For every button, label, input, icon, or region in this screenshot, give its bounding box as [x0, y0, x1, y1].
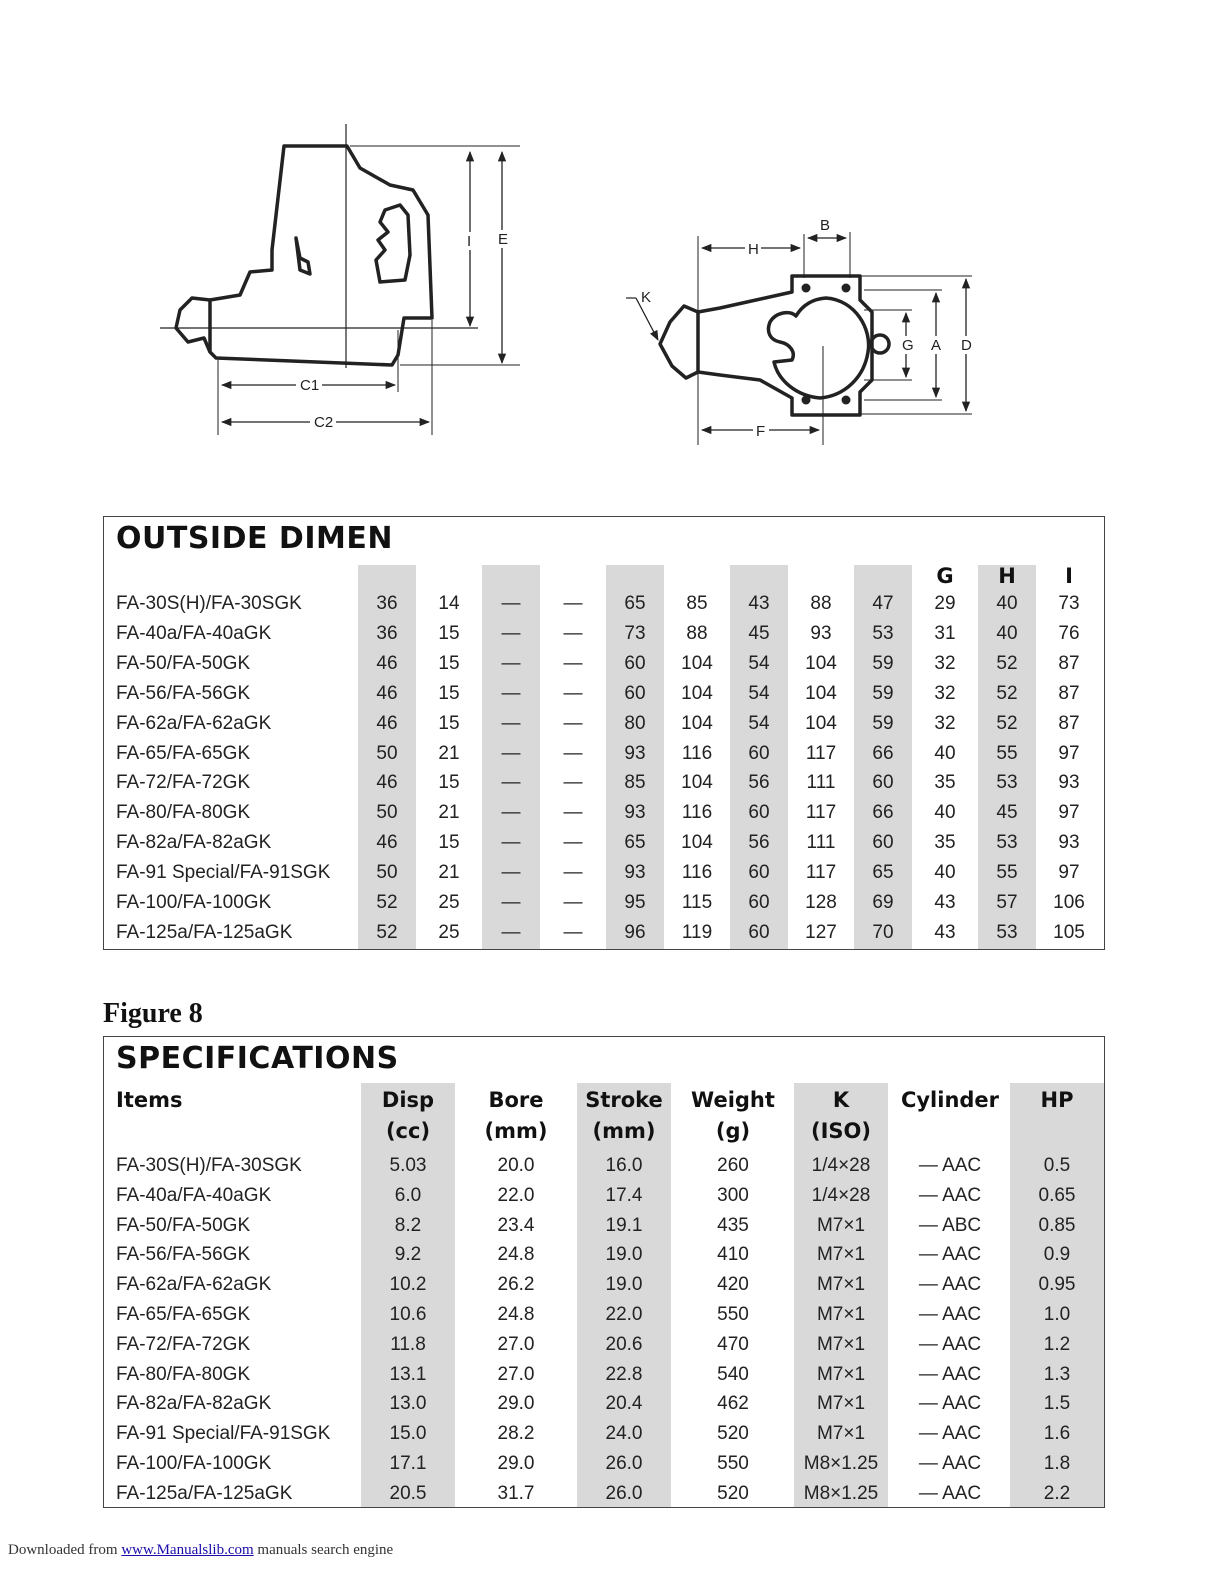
table-cell: 106	[1053, 892, 1085, 913]
table-cell: 21	[438, 802, 460, 824]
table-row-model: FA-125a/FA-125aGK	[116, 1482, 293, 1504]
table-cell: 128	[805, 892, 837, 913]
table-cell: 65	[872, 862, 894, 884]
table-cell: 105	[1053, 921, 1085, 943]
footer-suffix: manuals search engine	[257, 1542, 394, 1558]
table-cell: 25	[438, 892, 460, 913]
table-cell: 93	[624, 802, 646, 824]
table-cell: 1.3	[1043, 1363, 1071, 1385]
table-cell: 36	[376, 622, 398, 644]
table-cell: 22.0	[605, 1304, 643, 1325]
table-cell: 20.5	[389, 1482, 427, 1504]
table-cell: 54	[748, 712, 770, 734]
table-cell: 60	[872, 772, 894, 794]
table-cell: 60	[748, 892, 770, 913]
table-cell: 35	[934, 832, 956, 854]
table-cell: 1/4×28	[811, 1155, 871, 1176]
table-cell: 420	[717, 1274, 749, 1296]
table-cell: 43	[934, 892, 956, 913]
column-unit-weight: (g)	[715, 1119, 751, 1143]
table-cell: 0.5	[1043, 1155, 1071, 1176]
table-cell: 10.6	[389, 1304, 427, 1325]
table-row-model: FA-72/FA-72GK	[116, 772, 251, 794]
column-header-k: K	[832, 1088, 850, 1112]
column-header-hp: HP	[1040, 1088, 1074, 1112]
table-cell: 65	[624, 832, 646, 854]
table-cell: 24.8	[497, 1244, 535, 1266]
outside-dimensions-title: OUTSIDE DIMEN	[116, 521, 393, 556]
table-cell: 29	[934, 593, 956, 614]
table-cell: 73	[624, 622, 646, 644]
table-cell: 14	[438, 593, 460, 614]
table-cell: 93	[624, 862, 646, 884]
dim-label-c1: C1	[300, 377, 320, 394]
table-cell: 60	[624, 682, 646, 704]
table-cell: 11.8	[390, 1333, 426, 1355]
table-cell: 87	[1058, 652, 1080, 674]
table-row-model: FA-82a/FA-82aGK	[116, 1393, 272, 1415]
table-cell: 115	[681, 892, 713, 913]
table-cell: 104	[805, 682, 837, 704]
table-cell: 520	[717, 1482, 749, 1504]
table-row-model: FA-65/FA-65GK	[116, 1304, 251, 1325]
table-cell: 27.0	[497, 1333, 535, 1355]
footer-prefix: Downloaded from	[8, 1542, 118, 1558]
table-cell: —	[563, 742, 583, 764]
table-cell: — AAC	[918, 1155, 982, 1176]
table-row-model: FA-30S(H)/FA-30SGK	[116, 593, 302, 614]
table-cell: 60	[748, 921, 770, 943]
column-header-i: I	[1065, 564, 1073, 588]
table-cell: 50	[376, 802, 398, 824]
table-cell: 16.0	[605, 1155, 643, 1176]
table-cell: 60	[872, 832, 894, 854]
table-cell: 435	[717, 1214, 749, 1236]
table-cell: 66	[872, 742, 894, 764]
table-cell: M7×1	[816, 1244, 866, 1266]
table-cell: —	[501, 892, 521, 913]
table-cell: 29.0	[497, 1393, 535, 1415]
table-cell: —	[501, 802, 521, 824]
table-cell: 410	[717, 1244, 749, 1266]
table-cell: 1.0	[1043, 1304, 1071, 1325]
table-cell: 95	[624, 892, 646, 913]
column-unit-bore: (mm)	[484, 1119, 548, 1143]
dim-label-e: E	[498, 231, 509, 248]
dim-label-b: B	[820, 217, 831, 234]
table-cell: 1.6	[1043, 1423, 1071, 1445]
table-cell: 117	[805, 802, 837, 824]
table-cell: 10.2	[389, 1274, 427, 1296]
table-cell: 40	[934, 802, 956, 824]
table-cell: 54	[748, 682, 770, 704]
table-cell: 93	[624, 742, 646, 764]
table-row-model: FA-100/FA-100GK	[116, 892, 272, 913]
table-cell: 117	[805, 862, 837, 884]
table-cell: 88	[810, 593, 832, 614]
table-cell: 111	[806, 772, 836, 794]
table-cell: 52	[376, 892, 398, 913]
table-cell: 9.2	[394, 1244, 422, 1266]
column-header-h: H	[998, 564, 1016, 588]
table-cell: 26.0	[605, 1453, 643, 1474]
table-cell: 260	[717, 1155, 749, 1176]
table-row-model: FA-91 Special/FA-91SGK	[116, 862, 331, 884]
table-cell: 60	[748, 802, 770, 824]
table-cell: —	[563, 921, 583, 943]
table-cell: — AAC	[918, 1274, 982, 1296]
table-cell: 60	[624, 652, 646, 674]
table-cell: 56	[748, 772, 770, 794]
table-cell: —	[563, 622, 583, 644]
table-cell: M7×1	[816, 1214, 866, 1236]
table-cell: — AAC	[918, 1184, 982, 1206]
table-cell: 85	[686, 593, 708, 614]
table-cell: 550	[717, 1453, 749, 1474]
table-cell: — AAC	[918, 1244, 982, 1266]
table-cell: —	[501, 772, 521, 794]
table-cell: 25	[438, 921, 460, 943]
table-cell: 1.2	[1043, 1333, 1071, 1355]
table-cell: 24.8	[497, 1304, 535, 1325]
table-cell: 5.03	[389, 1155, 427, 1176]
table-cell: 66	[872, 802, 894, 824]
table-cell: 59	[872, 712, 894, 734]
table-cell: 20.6	[605, 1333, 643, 1355]
table-cell: 97	[1058, 802, 1080, 824]
table-cell: 29.0	[497, 1453, 535, 1474]
table-cell: 520	[717, 1423, 749, 1445]
table-cell: 53	[996, 832, 1018, 854]
table-cell: 87	[1058, 682, 1080, 704]
table-cell: 55	[996, 862, 1018, 884]
table-cell: 97	[1058, 862, 1080, 884]
table-cell: 52	[376, 921, 398, 943]
footer	[8, 1542, 393, 1559]
table-cell: 96	[624, 921, 646, 943]
table-cell: 127	[805, 921, 837, 943]
table-cell: 104	[681, 772, 713, 794]
table-row-model: FA-100/FA-100GK	[116, 1453, 272, 1474]
table-cell: 8.2	[394, 1214, 422, 1236]
dim-label-k: K	[641, 289, 652, 306]
table-cell: 19.1	[605, 1214, 643, 1236]
specifications-table	[103, 1036, 1105, 1508]
table-cell: 19.0	[605, 1274, 643, 1296]
table-cell: 73	[1058, 593, 1080, 614]
table-cell: 70	[872, 921, 894, 943]
table-cell: —	[563, 892, 583, 913]
table-cell: 93	[810, 622, 832, 644]
table-row-model: FA-40a/FA-40aGK	[116, 1184, 272, 1206]
table-cell: 59	[872, 682, 894, 704]
table-row-model: FA-62a/FA-62aGK	[116, 712, 272, 734]
table-cell: 0.9	[1043, 1244, 1071, 1266]
table-cell: 540	[717, 1363, 749, 1385]
table-row-model: FA-40a/FA-40aGK	[116, 622, 272, 644]
table-cell: 53	[996, 772, 1018, 794]
table-cell: 56	[748, 832, 770, 854]
table-cell: 53	[996, 921, 1018, 943]
table-cell: —	[501, 921, 521, 943]
column-unit-k: (ISO)	[811, 1119, 871, 1143]
table-cell: 116	[681, 802, 713, 824]
dim-label-a: A	[931, 337, 942, 354]
table-cell: M7×1	[816, 1274, 866, 1296]
table-cell: 55	[996, 742, 1018, 764]
table-cell: 31.7	[497, 1482, 535, 1504]
table-cell: 40	[996, 622, 1018, 644]
table-cell: —	[563, 772, 583, 794]
table-cell: 15	[438, 832, 460, 854]
table-cell: —	[501, 712, 521, 734]
table-row-model: FA-125a/FA-125aGK	[116, 921, 293, 943]
table-cell: —	[501, 862, 521, 884]
table-cell: 13.1	[389, 1363, 427, 1385]
table-cell: —	[501, 832, 521, 854]
table-cell: 300	[717, 1184, 749, 1206]
table-cell: 32	[934, 652, 956, 674]
table-cell: 17.1	[389, 1453, 427, 1474]
table-cell: — AAC	[918, 1363, 982, 1385]
table-cell: 104	[681, 652, 713, 674]
table-cell: 53	[872, 622, 894, 644]
table-row-model: FA-50/FA-50GK	[116, 652, 251, 674]
column-unit-stroke: (mm)	[592, 1119, 656, 1143]
table-cell: 104	[681, 712, 713, 734]
table-cell: 21	[438, 742, 460, 764]
table-cell: 20.0	[497, 1155, 535, 1176]
table-cell: 116	[681, 862, 713, 884]
table-cell: —	[563, 862, 583, 884]
table-cell: 111	[806, 832, 836, 854]
dim-label-i: I	[467, 233, 472, 250]
table-cell: 88	[686, 622, 708, 644]
engine-dimension-diagram	[0, 0, 1224, 480]
table-cell: 35	[934, 772, 956, 794]
table-cell: 19.0	[605, 1244, 643, 1266]
table-cell: 85	[624, 772, 646, 794]
table-cell: 52	[996, 682, 1018, 704]
table-cell: 27.0	[497, 1363, 535, 1385]
table-cell: —	[501, 742, 521, 764]
column-header-cylinder: Cylinder	[900, 1088, 1000, 1112]
top-view-outline	[660, 276, 889, 415]
table-row-model: FA-72/FA-72GK	[116, 1333, 251, 1355]
items-header: Items	[116, 1088, 183, 1112]
table-row-model: FA-50/FA-50GK	[116, 1214, 251, 1236]
table-cell: —	[501, 652, 521, 674]
table-cell: 20.4	[605, 1393, 643, 1415]
table-row-model: FA-91 Special/FA-91SGK	[116, 1423, 331, 1445]
table-cell: 93	[1058, 772, 1080, 794]
table-cell: 40	[934, 862, 956, 884]
table-cell: 26.2	[497, 1274, 535, 1296]
table-cell: M8×1.25	[803, 1482, 879, 1504]
table-cell: 15	[438, 772, 460, 794]
table-cell: 550	[717, 1304, 749, 1325]
column-unit-disp: (cc)	[385, 1119, 431, 1143]
table-cell: 52	[996, 652, 1018, 674]
table-cell: 80	[624, 712, 646, 734]
table-cell: 22.8	[605, 1363, 643, 1385]
table-cell: M7×1	[816, 1423, 866, 1445]
table-cell: —	[563, 802, 583, 824]
table-cell: M7×1	[816, 1393, 866, 1415]
table-cell: 47	[872, 593, 894, 614]
column-header-weight: Weight	[691, 1088, 775, 1112]
table-cell: 15	[438, 712, 460, 734]
table-cell: 1.5	[1043, 1393, 1071, 1415]
table-cell: 60	[748, 742, 770, 764]
table-cell: —	[563, 832, 583, 854]
table-cell: —	[563, 593, 583, 614]
table-cell: 45	[996, 802, 1018, 824]
table-cell: 104	[805, 712, 837, 734]
table-cell: 119	[681, 921, 713, 943]
table-cell: 15	[438, 652, 460, 674]
table-cell: 97	[1058, 742, 1080, 764]
table-cell: 31	[934, 622, 956, 644]
table-row-model: FA-65/FA-65GK	[116, 742, 251, 764]
table-row-model: FA-30S(H)/FA-30SGK	[116, 1155, 302, 1176]
table-cell: — AAC	[918, 1333, 982, 1355]
column-header-stroke: Stroke	[585, 1088, 663, 1112]
table-cell: —	[563, 682, 583, 704]
table-cell: 46	[376, 712, 398, 734]
table-row-model: FA-56/FA-56GK	[116, 1244, 251, 1266]
table-cell: —	[501, 622, 521, 644]
table-cell: 32	[934, 712, 956, 734]
table-cell: 87	[1058, 712, 1080, 734]
table-cell: 65	[624, 593, 646, 614]
table-cell: 50	[376, 742, 398, 764]
dim-label-d: D	[961, 337, 972, 354]
table-cell: 46	[376, 772, 398, 794]
table-cell: 32	[934, 682, 956, 704]
table-cell: 69	[872, 892, 894, 913]
table-cell: 2.2	[1043, 1482, 1071, 1504]
specifications-title: SPECIFICATIONS	[116, 1041, 399, 1076]
table-cell: 40	[934, 742, 956, 764]
table-cell: —	[501, 682, 521, 704]
table-cell: —	[563, 712, 583, 734]
dim-label-h: H	[748, 241, 759, 258]
table-cell: 93	[1058, 832, 1080, 854]
column-header-bore: Bore	[488, 1088, 544, 1112]
table-cell: M7×1	[816, 1304, 866, 1325]
table-cell: — AAC	[918, 1423, 982, 1445]
table-cell: 117	[805, 742, 837, 764]
table-cell: 1/4×28	[811, 1184, 871, 1206]
table-cell: 43	[934, 921, 956, 943]
table-cell: 52	[996, 712, 1018, 734]
manualslib-link[interactable]: www.Manualslib.com	[121, 1542, 254, 1558]
dim-label-f: F	[756, 423, 766, 440]
outside-dimensions-table	[103, 516, 1105, 950]
table-cell: 21	[438, 862, 460, 884]
table-cell: 17.4	[605, 1184, 643, 1206]
column-header-disp: Disp	[381, 1088, 435, 1112]
table-cell: 0.95	[1038, 1274, 1076, 1296]
table-row-model: FA-82a/FA-82aGK	[116, 832, 272, 854]
table-cell: M7×1	[816, 1333, 866, 1355]
table-cell: 15	[438, 622, 460, 644]
dim-label-c2: C2	[314, 414, 334, 431]
table-cell: 470	[717, 1333, 749, 1355]
table-cell: 0.65	[1038, 1184, 1076, 1206]
table-cell: — AAC	[918, 1453, 982, 1474]
table-cell: 24.0	[605, 1423, 643, 1445]
table-cell: 43	[748, 593, 770, 614]
table-cell: 116	[681, 742, 713, 764]
table-cell: 76	[1058, 622, 1080, 644]
table-cell: M8×1.25	[803, 1453, 879, 1474]
table-cell: — ABC	[918, 1214, 982, 1236]
table-cell: —	[501, 593, 521, 614]
table-cell: M7×1	[816, 1363, 866, 1385]
dim-label-g: G	[902, 337, 914, 354]
table-cell: 28.2	[497, 1423, 535, 1445]
table-cell: 50	[376, 862, 398, 884]
table-cell: 0.85	[1038, 1214, 1076, 1236]
table-cell: 60	[748, 862, 770, 884]
table-cell: 6.0	[394, 1184, 422, 1206]
table-cell: 15	[438, 682, 460, 704]
table-cell: 104	[681, 682, 713, 704]
table-row-model: FA-56/FA-56GK	[116, 682, 251, 704]
table-cell: 1.8	[1043, 1453, 1071, 1474]
table-cell: 13.0	[389, 1393, 427, 1415]
table-row-model: FA-80/FA-80GK	[116, 802, 251, 824]
table-cell: —	[563, 652, 583, 674]
table-row-model: FA-80/FA-80GK	[116, 1363, 251, 1385]
column-header-g: G	[936, 564, 954, 588]
table-cell: 26.0	[605, 1482, 643, 1504]
table-cell: 23.4	[497, 1214, 535, 1236]
table-cell: 45	[748, 622, 770, 644]
table-cell: 57	[996, 892, 1018, 913]
table-cell: 46	[376, 832, 398, 854]
table-cell: 15.0	[389, 1423, 427, 1445]
table-cell: 54	[748, 652, 770, 674]
table-cell: 59	[872, 652, 894, 674]
table-cell: — AAC	[918, 1304, 982, 1325]
figure-caption: Figure 8	[103, 998, 203, 1029]
table-cell: 46	[376, 682, 398, 704]
table-cell: 462	[717, 1393, 749, 1415]
table-cell: — AAC	[918, 1482, 982, 1504]
table-cell: 40	[996, 593, 1018, 614]
table-row-model: FA-62a/FA-62aGK	[116, 1274, 272, 1296]
table-cell: 36	[376, 593, 398, 614]
table-cell: — AAC	[918, 1393, 982, 1415]
side-view-outline	[176, 146, 432, 365]
table-cell: 104	[805, 652, 837, 674]
table-cell: 46	[376, 652, 398, 674]
table-cell: 104	[681, 832, 713, 854]
table-cell: 22.0	[497, 1184, 535, 1206]
